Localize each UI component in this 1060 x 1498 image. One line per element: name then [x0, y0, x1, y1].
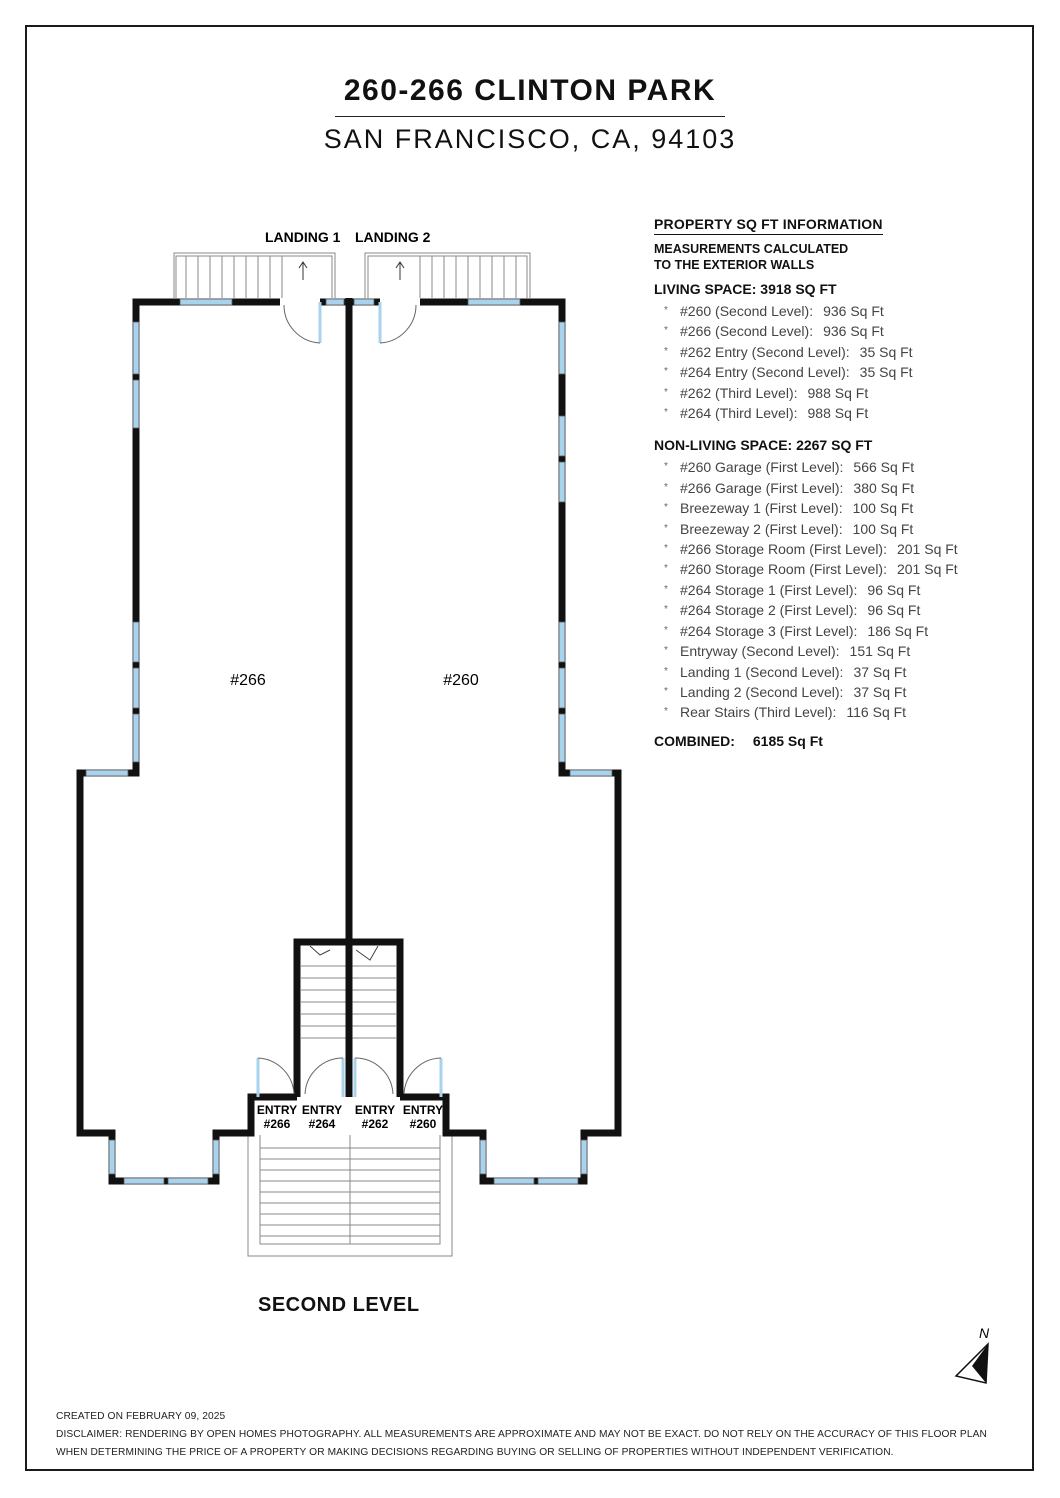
bullet-icon: *	[664, 325, 668, 337]
window	[559, 668, 565, 708]
north-arrow-icon	[956, 1325, 990, 1383]
living-item-label: #262 Entry (Second Level):	[680, 343, 850, 360]
nonliving-item-value: 100 Sq Ft	[852, 520, 914, 537]
bullet-icon: *	[664, 481, 668, 493]
nonliving-item-label: #266 Storage Room (First Level):	[680, 541, 887, 558]
unit-260-label: #260	[443, 672, 479, 689]
bullet-icon: *	[664, 386, 668, 398]
nonliving-item-value: 201 Sq Ft	[896, 541, 958, 558]
landing-2-stairs	[365, 253, 530, 298]
bullet-icon: *	[664, 665, 668, 677]
window	[180, 299, 232, 305]
entry-262-word: ENTRY	[354, 1103, 396, 1117]
bullet-icon: *	[664, 563, 668, 575]
bullet-icon: *	[664, 624, 668, 636]
nonliving-item-label: #264 Storage 2 (First Level):	[680, 602, 858, 619]
living-item-label: #266 (Second Level):	[680, 323, 814, 340]
living-item-label: #260 (Second Level):	[680, 303, 814, 319]
bullet-icon: *	[664, 604, 668, 616]
window	[559, 622, 565, 662]
bullet-icon: *	[664, 522, 668, 534]
window	[133, 668, 139, 708]
bullet-icon: *	[664, 305, 668, 316]
window	[570, 770, 612, 776]
info-subheading-1: MEASUREMENTS CALCULATED	[654, 242, 849, 256]
unit-266-label: #266	[230, 672, 266, 689]
info-heading: PROPERTY SQ FT INFORMATION	[654, 216, 883, 235]
living-item-label: #262 (Third Level):	[680, 384, 798, 401]
bullet-icon: *	[664, 366, 668, 378]
nonliving-item-label: Breezeway 2 (First Level):	[680, 520, 843, 537]
entry-262-number: #262	[361, 1117, 389, 1131]
landing-1-stairs	[174, 253, 335, 298]
nonliving-item-value: 201 Sq Ft	[896, 561, 958, 578]
window	[86, 770, 128, 776]
exterior-walls	[80, 298, 618, 1181]
living-item-value: 35 Sq Ft	[859, 343, 913, 360]
window	[468, 299, 520, 305]
window	[354, 299, 374, 305]
window	[133, 714, 139, 762]
window	[213, 1140, 219, 1174]
combined-label: COMBINED:	[654, 732, 735, 749]
entry-260-word: ENTRY	[402, 1103, 444, 1117]
level-label: SECOND LEVEL	[258, 1294, 420, 1316]
page-title: 260-266 CLINTON PARK	[343, 74, 717, 107]
entry-labels	[257, 1103, 443, 1131]
nonliving-item-value: 566 Sq Ft	[853, 459, 915, 476]
nonliving-item-label: Landing 1 (Second Level):	[680, 663, 844, 680]
nonliving-item-label: #264 Storage 3 (First Level):	[680, 622, 858, 639]
nonliving-item-label: #260 Garage (First Level):	[680, 459, 844, 476]
nonliving-item-value: 380 Sq Ft	[853, 479, 915, 496]
nonliving-item-value: 100 Sq Ft	[852, 500, 914, 517]
bullet-icon: *	[664, 645, 668, 657]
nonliving-item-value: 116 Sq Ft	[846, 704, 907, 721]
bullet-icon: *	[664, 543, 668, 555]
window	[581, 1140, 587, 1174]
bullet-icon: *	[664, 345, 668, 357]
disclaimer-line-2: WHEN DETERMINING THE PRICE OF A PROPERTY OR MAKING DECISIONS REGARDING BUYING OR SELLING OF PROPERTIES WITHOUT INDEPENDENT VERIFICATION.	[56, 1447, 894, 1458]
window	[133, 622, 139, 662]
window	[109, 1140, 115, 1174]
entry-260-number: #260	[409, 1117, 437, 1131]
living-item-value: 988 Sq Ft	[807, 384, 869, 401]
window	[494, 1178, 534, 1184]
window	[326, 299, 344, 305]
window	[124, 1178, 164, 1184]
nonliving-item-value: 151 Sq Ft	[849, 643, 911, 660]
window	[559, 322, 565, 374]
bullet-icon: *	[664, 502, 668, 514]
created-date: CREATED ON FEBRUARY 09, 2025	[56, 1411, 226, 1422]
bullet-icon: *	[664, 583, 668, 595]
nonliving-item-label: #266 Garage (First Level):	[680, 479, 844, 496]
page-subtitle: SAN FRANCISCO, CA, 94103	[323, 124, 737, 154]
living-item-label: #264 Entry (Second Level):	[680, 364, 850, 381]
bullet-icon: *	[664, 706, 668, 718]
landing-2-label: LANDING 2	[355, 229, 431, 245]
bullet-icon: *	[664, 685, 668, 697]
bullet-icon: *	[664, 407, 668, 419]
combined-value: 6185 Sq Ft	[752, 732, 823, 749]
living-item-value: 35 Sq Ft	[859, 364, 913, 381]
nonliving-item-label: Entryway (Second Level):	[680, 643, 840, 660]
entry-266-word: ENTRY	[256, 1103, 298, 1117]
living-item-value: 936 Sq Ft	[823, 323, 884, 340]
bullet-icon: *	[664, 461, 668, 473]
nonliving-item-value: 96 Sq Ft	[867, 602, 921, 619]
window	[559, 416, 565, 456]
nonliving-item-value: 37 Sq Ft	[853, 683, 907, 700]
landing-1-label: LANDING 1	[265, 229, 341, 245]
nonliving-item-label: Breezeway 1 (First Level):	[680, 500, 843, 517]
window	[559, 462, 565, 502]
disclaimer-line-1: DISCLAIMER: RENDERING BY OPEN HOMES PHOTOGRAPHY. ALL MEASUREMENTS ARE APPROXIMATE AND MAY NOT BE EXACT. DO NOT RELY ON THE ACCURACY OF THIS FLOOR PLAN	[56, 1429, 987, 1440]
living-item-label: #264 (Third Level):	[680, 405, 798, 422]
window	[133, 380, 139, 428]
nonliving-item-label: #264 Storage 1 (First Level):	[680, 581, 858, 598]
window	[480, 1140, 486, 1174]
footer	[56, 1408, 987, 1462]
nonliving-space-title: NON-LIVING SPACE: 2267 SQ FT	[654, 437, 873, 454]
north-label: N	[979, 1325, 990, 1341]
entry-266-number: #266	[263, 1117, 291, 1131]
window	[559, 714, 565, 762]
entry-264-number: #264	[308, 1117, 336, 1131]
info-subheading-2: TO THE EXTERIOR WALLS	[654, 258, 815, 272]
nonliving-item-value: 186 Sq Ft	[867, 622, 929, 639]
entry-264-word: ENTRY	[301, 1103, 343, 1117]
window	[538, 1178, 578, 1184]
front-entry-stairs	[248, 1135, 452, 1256]
nonliving-item-label: Landing 2 (Second Level):	[680, 683, 844, 700]
living-item-value: 936 Sq Ft	[823, 303, 884, 319]
nonliving-item-value: 37 Sq Ft	[853, 663, 907, 680]
living-space-title: LIVING SPACE: 3918 SQ FT	[654, 281, 837, 297]
nonliving-item-label: Rear Stairs (Third Level):	[680, 704, 837, 721]
nonliving-item-label: #260 Storage Room (First Level):	[680, 561, 887, 578]
living-item-value: 988 Sq Ft	[807, 405, 869, 422]
window	[133, 322, 139, 374]
window	[168, 1178, 208, 1184]
nonliving-item-value: 96 Sq Ft	[867, 581, 921, 598]
